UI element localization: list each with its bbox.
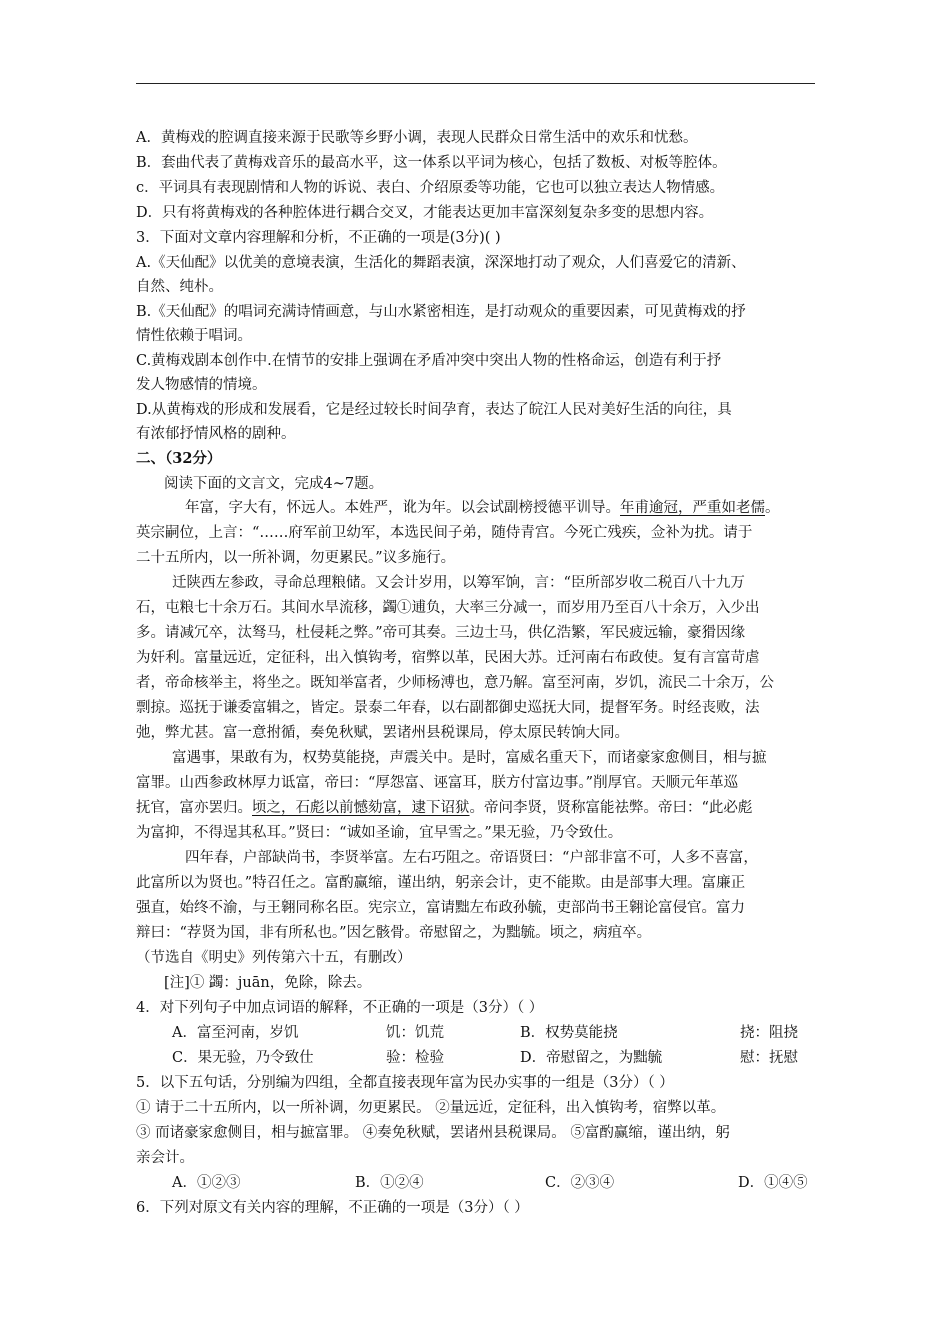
- q4-stem: 4．对下列句子中加点词语的解释，不正确的一项是（3分）（ ）: [136, 1000, 544, 1016]
- q4-option-c-gloss: 验：检验: [386, 1050, 444, 1066]
- q3-option-c-line1: C.黄梅戏剧本创作中.在情节的安排上强调在矛盾冲突中突出人物的性格命运，创造有利于抒: [136, 353, 722, 369]
- passage-p3-line1: 富遇事，果敢有为，权势莫能挠，声震关中。是时，富威名重天下，而诸豪家愈侧目，相与摭: [172, 750, 767, 766]
- q3-option-b-line2: 情性依赖于唱词。: [136, 328, 252, 344]
- passage-p2-line1: 迁陕西左参政，寻命总理粮储。又会计岁用，以筹军饷，言：“臣所部岁收二税百八十九万: [172, 575, 745, 591]
- passage-p2-line7: 弛，弊尤甚。富一意拊循，奏免秋赋，罢诸州县税课局，停太原民转饷大同。: [136, 725, 629, 741]
- q5-option-a: A．①②③: [172, 1175, 241, 1191]
- q5-statements-line3: 亲会计。: [136, 1150, 194, 1166]
- q3-option-a-line2: 自然、纯朴。: [136, 279, 223, 295]
- passage-p3-line3: 抚官，富亦罢归。顷之，石彪以前憾劾富，逮下诏狱。帝问李贤，贤称富能祛弊。帝曰：“此必彪: [136, 800, 753, 816]
- q5-stem: 5．以下五句话，分别编为四组，全都直接表现年富为民办实事的一组是（3分）（ ）: [136, 1075, 674, 1091]
- passage-p2-line6: 剽掠。巡抚于谦委富辑之，皆定。景泰二年春，以右副都御史巡抚大同，提督军务。时经丧败，法: [136, 700, 760, 716]
- q4-option-d: D．帝慰留之，为黜毓: [520, 1050, 663, 1066]
- passage-p4-line4: 辩曰：“荐贤为国，非有所私也。”因乞骸骨。帝慰留之，为黜毓。顷之，病疽卒。: [136, 925, 652, 941]
- passage-p2-line2: 石，屯粮七十余万石。其间水旱流移，蠲①逋负，大率三分减一，而岁用乃至百八十余万，入少出: [136, 600, 760, 616]
- q4-option-d-gloss: 慰：抚慰: [740, 1050, 798, 1066]
- passage-p4-line2: 此富所以为贤也。”特召任之。富酌赢缩，谨出纳，躬亲会计，吏不能欺。由是部事大理。富廉正: [136, 875, 746, 891]
- q5-option-c: C．②③④: [545, 1175, 615, 1191]
- q5-option-d: D．①④⑤: [738, 1175, 808, 1191]
- q3-option-a-line1: A.《天仙配》以优美的意境表演，生活化的舞蹈表演，深深地打动了观众，人们喜爱它的清新、: [136, 255, 746, 271]
- section-instruction: 阅读下面的文言文，完成4~7题。: [164, 476, 384, 492]
- q3-stem: 3．下面对文章内容理解和分析，不正确的一项是(3分)( ): [136, 230, 501, 246]
- passage-p3-line4: 为富抑，不得逞其私耳。”贤曰：“诚如圣谕，宜早雪之。”果无验，乃令致仕。: [136, 825, 623, 841]
- passage-p2-line3: 多。请减冗卒，汰驽马，杜侵耗之弊。”帝可其奏。三边士马，供亿浩繁，军民疲远输，豪猾因缘: [136, 625, 746, 641]
- q5-statements-line1: ① 请于二十五所内，以一所补调，勿更累民。 ②量远近，定征科，出入慎钩考，宿弊以革。: [136, 1100, 726, 1116]
- q5-option-b: B．①②④: [355, 1175, 424, 1191]
- q2-option-b: B．套曲代表了黄梅戏音乐的最高水平，这一体系以平词为核心，包括了数板、对板等腔体。: [136, 155, 727, 171]
- q4-option-b-gloss: 挠：阻挠: [740, 1025, 798, 1041]
- passage-p2-line5: 者，帝命核举主，将坐之。既知举富者，少师杨溥也，意乃解。富至河南，岁饥，流民二十余万，公: [136, 675, 774, 691]
- passage-p1-line2: 英宗嗣位，上言：“……府军前卫幼军，本选民间子弟，随侍青宫。今死亡残疾，佥补为扰。请于: [136, 525, 753, 541]
- passage-p4-line3: 强直，始终不渝，与王翱同称名臣。宪宗立，富请黜左布政孙毓，吏部尚书王翱论富侵官。富力: [136, 900, 745, 916]
- q4-option-c: C．果无验，乃令致仕: [172, 1050, 314, 1066]
- passage-source: （节选自《明史》列传第六十五，有删改）: [136, 950, 412, 966]
- underlined-sentence-2: 顷之，石彪以前憾劾富，逮下诏狱: [252, 800, 470, 816]
- q3-option-d-line2: 有浓郁抒情风格的剧种。: [136, 426, 296, 442]
- passage-p3-line2: 富罪。山西参政林厚力诋富，帝曰：“厚怨富、诬富耳，朕方付富边事。”削厚官。天顺元年革巡: [136, 775, 739, 791]
- passage-p2-line4: 为奸利。富量远近，定征科，出入慎钩考，宿弊以革，民困大苏。迁河南右布政使。复有言富苛虐: [136, 650, 760, 666]
- passage-p1-line1: 年富，字大有，怀远人。本姓严，讹为年。以会试副榜授德平训导。年甫逾冠，严重如老儒。: [185, 500, 780, 516]
- passage-p1-line3: 二十五所内，以一所补调，勿更累民。”议多施行。: [136, 550, 456, 566]
- q6-stem: 6．下列对原文有关内容的理解，不正确的一项是（3分）（ ）: [136, 1200, 529, 1216]
- q3-option-c-line2: 发人物感情的情境。: [136, 377, 267, 393]
- section-heading: 二、（32分）: [136, 450, 222, 467]
- q5-statements-line2: ③ 而诸豪家愈侧目，相与摭富罪。 ④奏免秋赋，罢诸州县税课局。 ⑤富酌赢缩，谨出纳，躬: [136, 1125, 730, 1141]
- q2-option-c: c．平词具有表现剧情和人物的诉说、表白、介绍原委等功能，它也可以独立表达人物情感。: [136, 180, 725, 196]
- q2-option-a: A．黄梅戏的腔调直接来源于民歌等乡野小调，表现人民群众日常生活中的欢乐和忧愁。: [136, 130, 698, 146]
- q4-option-a: A．富至河南，岁饥: [172, 1025, 299, 1041]
- q3-option-b-line1: B.《天仙配》的唱词充满诗情画意，与山水紧密相连，是打动观众的重要因素，可见黄梅戏的抒: [136, 304, 746, 320]
- underlined-sentence-1: 年甫逾冠，严重如老儒: [620, 500, 765, 516]
- passage-p4-line1: 四年春，户部缺尚书，李贤举富。左右巧阻之。帝语贤曰：“户部非富不可，人多不喜富，: [185, 850, 758, 866]
- q4-option-b: B．权势莫能挠: [520, 1025, 618, 1041]
- q3-option-d-line1: D.从黄梅戏的形成和发展看，它是经过较长时间孕育，表达了皖江人民对美好生活的向往，具: [136, 402, 732, 418]
- header-rule: [136, 83, 815, 84]
- q2-option-d: D．只有将黄梅戏的各种腔体进行耦合交叉，才能表达更加丰富深刻复杂多变的思想内容。: [136, 205, 714, 221]
- passage-note: [注]① 蠲：juān，免除，除去。: [164, 975, 372, 991]
- q4-option-a-gloss: 饥：饥荒: [386, 1025, 444, 1041]
